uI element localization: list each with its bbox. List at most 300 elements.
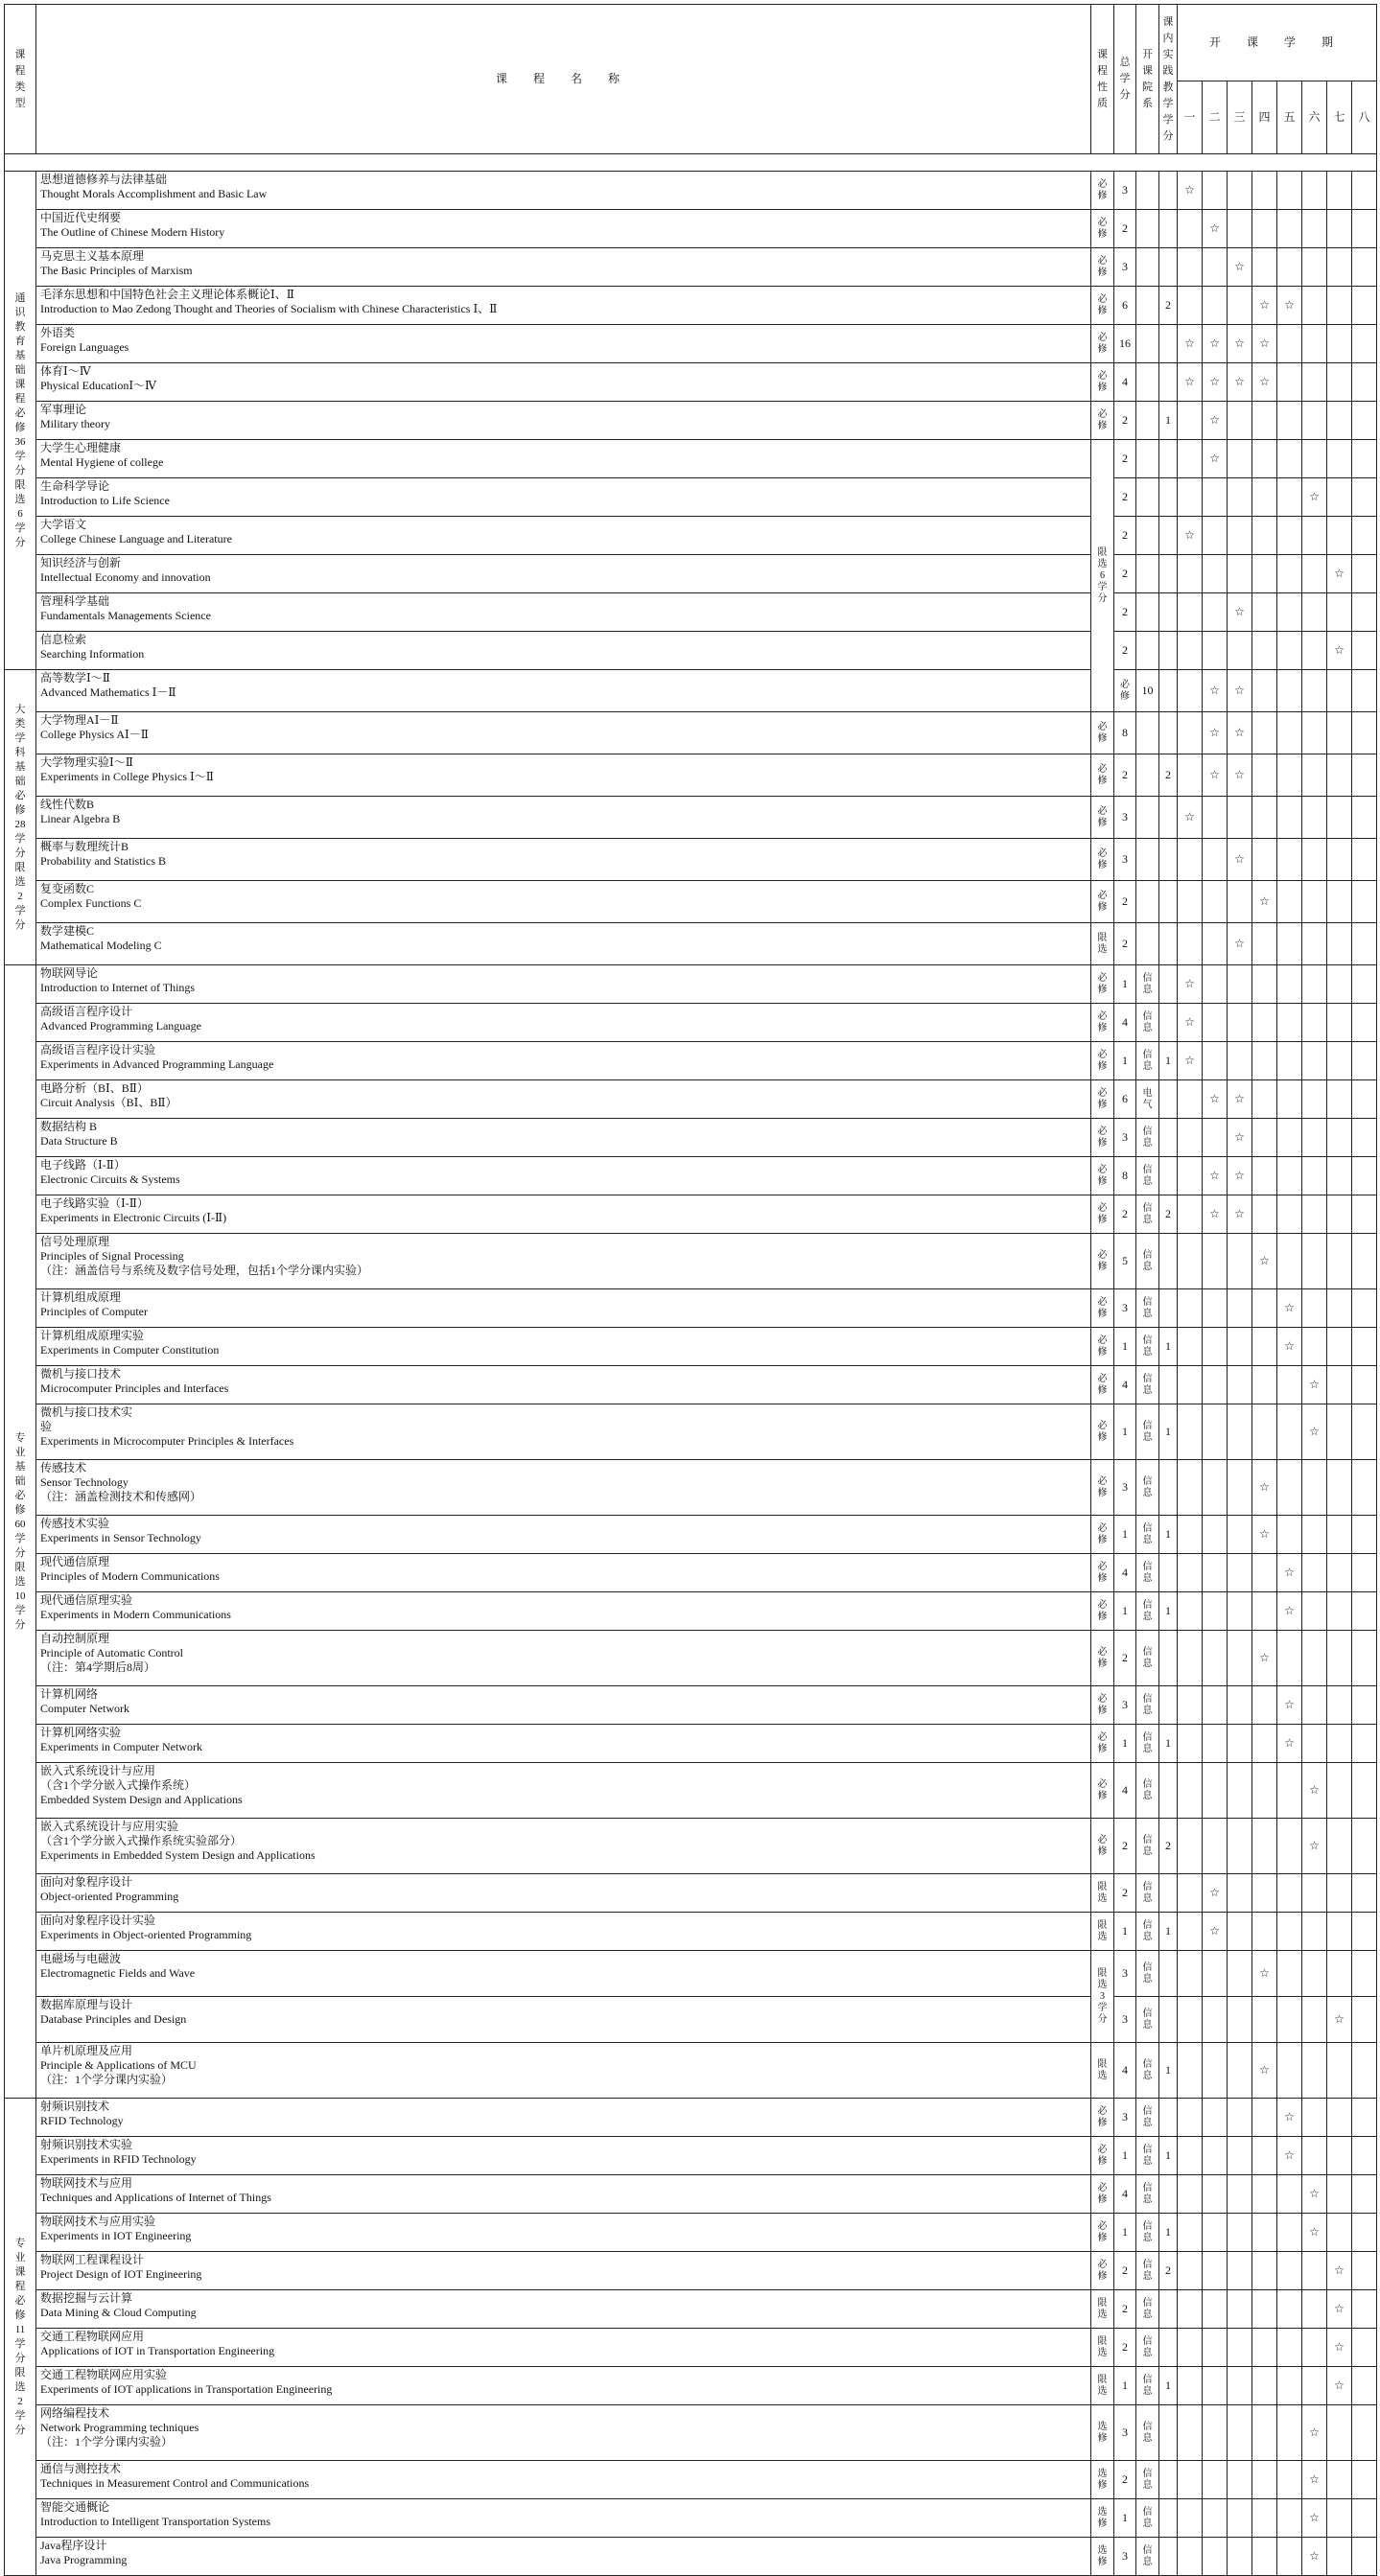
semester-3-cell: [1228, 1080, 1252, 1119]
course-name-line: Sensor Technology: [40, 1475, 129, 1489]
semester-4-cell: [1252, 2499, 1277, 2538]
semester-4-cell: [1252, 754, 1277, 797]
semester-4-cell: [1252, 1631, 1277, 1686]
semester-8-cell: [1352, 555, 1377, 593]
course-dept: 信息: [1142, 1693, 1153, 1716]
semester-5-cell: [1277, 1516, 1302, 1554]
course-dept: 信息: [1142, 2007, 1153, 2031]
course-dept-cell: [1136, 2405, 1159, 2461]
course-lab-credits: [1159, 555, 1178, 593]
semester-1-cell: [1178, 1234, 1203, 1289]
semester-2-cell: [1203, 754, 1228, 797]
course-name-zh: 思想道德修养与法律基础: [40, 173, 168, 186]
course-name-line: Data Structure B: [40, 1134, 118, 1148]
course-dept-cell: [1136, 1404, 1159, 1460]
header-semester-5: 五: [1277, 81, 1302, 154]
header-credits: 总学分: [1114, 5, 1136, 154]
semester-2-cell: [1203, 2214, 1228, 2252]
semester-8-cell: [1352, 1460, 1377, 1516]
star-icon: ☆: [1209, 1886, 1220, 1899]
semester-3-cell: [1228, 2290, 1252, 2329]
course-dept: 信息: [1142, 1919, 1153, 1942]
course-nature: 必修: [1097, 721, 1108, 744]
semester-4-cell: [1252, 1328, 1277, 1366]
semester-1-cell: [1178, 1004, 1203, 1042]
course-nature: 必修: [1097, 2220, 1108, 2243]
semester-4-cell: [1252, 2175, 1277, 2214]
course-row: [5, 2043, 1377, 2099]
course-credits: 2: [1114, 2290, 1136, 2329]
semester-3-cell: [1228, 1516, 1252, 1554]
semester-4-cell: [1252, 248, 1277, 287]
semester-6-cell: [1302, 2099, 1327, 2137]
course-nature: 必修: [1097, 1202, 1108, 1225]
course-dept-cell: [1136, 248, 1159, 287]
semester-1-cell: [1178, 965, 1203, 1004]
course-name-cell: [36, 2329, 1091, 2367]
course-nature-cell: [1091, 2099, 1114, 2137]
course-nature-cell: [1091, 2499, 1114, 2538]
course-name-cell: [36, 881, 1091, 923]
semester-4-cell: [1252, 2461, 1277, 2499]
course-name-zh: 生命科学导论: [40, 479, 110, 493]
semester-4-cell: [1252, 593, 1277, 632]
semester-7-cell: [1327, 1997, 1352, 2043]
star-icon: ☆: [1309, 1378, 1320, 1391]
course-name-line: Experiments in Computer Constitution: [40, 1343, 220, 1357]
star-icon: ☆: [1309, 2472, 1320, 2486]
semester-8-cell: [1352, 2099, 1377, 2137]
course-credits: 5: [1114, 1234, 1136, 1289]
semester-5-cell: [1277, 2214, 1302, 2252]
semester-1-cell: [1178, 632, 1203, 670]
course-name-zh: 网络编程技术: [40, 2406, 110, 2420]
course-name-zh: 电磁场与电磁波: [40, 1952, 122, 1965]
course-row: [5, 1234, 1377, 1289]
course-name-cell: [36, 797, 1091, 839]
course-nature-cell: [1091, 965, 1114, 1004]
course-credits: 2: [1114, 1631, 1136, 1686]
course-lab-credits: [1159, 2290, 1178, 2329]
course-nature-cell: [1091, 2367, 1114, 2405]
course-name-cell: [36, 2252, 1091, 2290]
course-row: [5, 1913, 1377, 1951]
star-icon: ☆: [1184, 977, 1195, 990]
course-name-line: Searching Information: [40, 647, 145, 661]
semester-4-cell: [1252, 1819, 1277, 1874]
semester-2-cell: [1203, 1516, 1228, 1554]
semester-6-cell: [1302, 2538, 1327, 2576]
semester-7-cell: [1327, 2405, 1352, 2461]
course-dept-cell: [1136, 1819, 1159, 1874]
semester-2-cell: [1203, 1195, 1228, 1234]
semester-5-cell: [1277, 1366, 1302, 1404]
course-credits: 2: [1114, 923, 1136, 965]
course-credits: 3: [1114, 1686, 1136, 1725]
course-lab-credits: 1: [1159, 1592, 1178, 1631]
semester-4-cell: [1252, 712, 1277, 754]
semester-8-cell: [1352, 363, 1377, 402]
course-name-zh: 电路分析（BⅠ、BⅡ）: [40, 1081, 149, 1095]
semester-5-cell: [1277, 754, 1302, 797]
course-name-cell: [36, 2538, 1091, 2576]
course-name-zh: 嵌入式系统设计与应用: [40, 1764, 156, 1777]
semester-6-cell: [1302, 517, 1327, 555]
semester-7-cell: [1327, 2367, 1352, 2405]
semester-1-cell: [1178, 1289, 1203, 1328]
course-nature-cell: [1091, 1460, 1114, 1516]
course-lab-credits: 2: [1159, 287, 1178, 325]
course-name-zh: 交通工程物联网应用实验: [40, 2368, 168, 2381]
semester-1-cell: [1178, 1080, 1203, 1119]
semester-8-cell: [1352, 2175, 1377, 2214]
category-cell: [5, 172, 36, 670]
semester-1-cell: [1178, 1763, 1203, 1819]
course-lab-credits: [1178, 670, 1203, 712]
semester-7-cell: [1327, 2252, 1352, 2290]
semester-2-cell: [1203, 517, 1228, 555]
course-name-zh: 管理科学基础: [40, 594, 110, 608]
semester-4-cell: [1252, 1913, 1277, 1951]
semester-2-cell: [1203, 2461, 1228, 2499]
course-dept: 信息: [1142, 2544, 1153, 2567]
course-name-line: Database Principles and Design: [40, 2012, 187, 2026]
semester-2-cell: [1203, 1725, 1228, 1763]
semester-6-cell: [1302, 363, 1327, 402]
course-credits: 2: [1114, 1874, 1136, 1913]
semester-2-cell: [1203, 402, 1228, 440]
course-row: [5, 1119, 1377, 1157]
course-nature: 必修: [1097, 293, 1108, 316]
semester-2-cell: [1203, 1763, 1228, 1819]
semester-3-cell: [1228, 1004, 1252, 1042]
semester-3-cell: [1228, 1997, 1252, 2043]
course-row: [5, 1819, 1377, 1874]
star-icon: ☆: [1209, 413, 1220, 427]
course-name-line: Computer Network: [40, 1702, 129, 1715]
semester-4-cell: [1252, 1157, 1277, 1195]
course-name-zh: 嵌入式系统设计与应用实验: [40, 1820, 179, 1833]
semester-5-cell: [1277, 2252, 1302, 2290]
semester-2-cell: [1203, 555, 1228, 593]
star-icon: ☆: [1334, 2340, 1345, 2354]
semester-1-cell: [1178, 248, 1203, 287]
course-credits: 2: [1114, 517, 1136, 555]
semester-3-cell: [1228, 517, 1252, 555]
course-name-zh: 高级语言程序设计: [40, 1005, 133, 1018]
course-name-cell: [36, 632, 1091, 670]
semester-3-cell: [1228, 402, 1252, 440]
semester-4-cell: [1252, 287, 1277, 325]
semester-8-cell: [1352, 287, 1377, 325]
course-dept-cell: [1136, 2252, 1159, 2290]
semester-8-cell: [1352, 2137, 1377, 2175]
course-nature-cell: [1091, 1404, 1114, 1460]
semester-6-cell: [1302, 1404, 1327, 1460]
course-dept-cell: [1136, 1554, 1159, 1592]
semester-3-cell: [1228, 2499, 1252, 2538]
semester-2-cell: [1203, 2329, 1228, 2367]
semester-7-cell: [1327, 2499, 1352, 2538]
course-name-cell: [36, 1157, 1091, 1195]
course-name-line: Experiments in Sensor Technology: [40, 1531, 201, 1544]
semester-7-cell: [1327, 1516, 1352, 1554]
semester-8-cell: [1352, 517, 1377, 555]
course-dept: 信息: [1142, 2220, 1153, 2243]
course-nature-cell: [1091, 1289, 1114, 1328]
star-icon: ☆: [1334, 643, 1345, 657]
course-name-zh: 概率与数理统计B: [40, 840, 129, 853]
semester-5-cell: [1277, 210, 1302, 248]
course-dept: 信息: [1142, 2182, 1153, 2205]
course-row: [5, 1195, 1377, 1234]
star-icon: ☆: [1259, 298, 1270, 312]
semester-4-cell: [1252, 1874, 1277, 1913]
semester-3-cell: [1228, 2175, 1252, 2214]
semester-8-cell: [1352, 402, 1377, 440]
semester-3-cell: [1228, 287, 1252, 325]
semester-3-cell: [1228, 1289, 1252, 1328]
semester-4-cell: [1252, 632, 1277, 670]
course-row: [5, 1157, 1377, 1195]
course-dept: 信息: [1142, 1522, 1153, 1545]
semester-7-cell: [1327, 593, 1352, 632]
course-row: [5, 881, 1377, 923]
course-name-line: Experiments in RFID Technology: [40, 2152, 197, 2166]
star-icon: ☆: [1234, 375, 1245, 388]
semester-1-cell: [1178, 593, 1203, 632]
semester-7-cell: [1327, 2538, 1352, 2576]
star-icon: ☆: [1284, 298, 1295, 312]
course-dept: 信息: [1142, 1561, 1153, 1584]
course-nature: 必修: [1120, 679, 1130, 702]
semester-8-cell: [1352, 2290, 1377, 2329]
course-dept-cell: [1136, 2137, 1159, 2175]
semester-1-cell: [1178, 2499, 1203, 2538]
course-nature-cell: [1091, 363, 1114, 402]
course-nature: 必修: [1097, 2259, 1108, 2282]
semester-1-cell: [1178, 325, 1203, 363]
course-nature-cell: [1091, 1819, 1114, 1874]
semester-2-cell: [1203, 363, 1228, 402]
course-credits: 3: [1114, 797, 1136, 839]
course-credits: 3: [1114, 1997, 1136, 2043]
semester-1-cell: [1178, 440, 1203, 478]
course-name-cell: [36, 2367, 1091, 2405]
course-dept-cell: [1136, 1997, 1159, 2043]
semester-3-cell: [1228, 754, 1252, 797]
course-row: [5, 440, 1377, 478]
course-name-cell: [36, 2175, 1091, 2214]
course-name-line: Object-oriented Programming: [40, 1890, 179, 1903]
semester-7-cell: [1327, 2214, 1352, 2252]
course-nature-cell: [1091, 2461, 1114, 2499]
course-nature-cell: [1091, 1366, 1114, 1404]
course-nature-cell: [1091, 1042, 1114, 1080]
semester-2-cell: [1203, 478, 1228, 517]
course-nature: 必修: [1097, 847, 1108, 870]
star-icon: ☆: [1259, 1527, 1270, 1541]
star-icon: ☆: [1209, 1169, 1220, 1182]
course-credits: 3: [1114, 2538, 1136, 2576]
course-name-cell: [36, 1819, 1091, 1874]
star-icon: ☆: [1234, 1169, 1245, 1182]
semester-7-cell: [1327, 2290, 1352, 2329]
course-name-line: （含1个学分嵌入式操作系统实验部分）: [40, 1834, 243, 1847]
course-name-zh: 交通工程物联网应用: [40, 2330, 145, 2343]
semester-6-cell: [1302, 1328, 1327, 1366]
semester-4-cell: [1252, 1366, 1277, 1404]
course-nature-cell: [1091, 797, 1114, 839]
semester-5-cell: [1277, 363, 1302, 402]
semester-2-cell: [1203, 1328, 1228, 1366]
semester-4-cell: [1252, 1080, 1277, 1119]
star-icon: ☆: [1234, 937, 1245, 950]
star-icon: ☆: [1234, 852, 1245, 866]
semester-1-cell: [1178, 1592, 1203, 1631]
star-icon: ☆: [1234, 337, 1245, 350]
semester-5-cell: [1277, 965, 1302, 1004]
course-name-zh: 面向对象程序设计实验: [40, 1914, 156, 1927]
course-name-line: （注：1个学分课内实验）: [40, 2073, 174, 2086]
semester-8-cell: [1352, 1157, 1377, 1195]
semester-2-cell: [1203, 1366, 1228, 1404]
course-lab-credits: [1159, 172, 1178, 210]
course-nature-cell: [1091, 2405, 1114, 2461]
semester-4-cell: [1252, 1460, 1277, 1516]
course-nature-cell: [1091, 1874, 1114, 1913]
course-nature: 必修: [1097, 890, 1108, 913]
semester-6-cell: [1302, 1874, 1327, 1913]
semester-1-cell: [1178, 2043, 1203, 2099]
course-name-cell: [36, 1951, 1091, 1997]
semester-5-cell: [1277, 1195, 1302, 1234]
semester-1-cell: [1178, 1195, 1203, 1234]
course-dept-cell: [1136, 363, 1159, 402]
course-nature: 限选: [1097, 2335, 1108, 2358]
course-row: [5, 632, 1377, 670]
course-name-zh: 线性代数B: [40, 798, 95, 811]
semester-6-cell: [1302, 1366, 1327, 1404]
course-nature: 必修: [1097, 1087, 1108, 1110]
course-lab-credits: [1159, 2461, 1178, 2499]
semester-8-cell: [1352, 1328, 1377, 1366]
star-icon: ☆: [1259, 1254, 1270, 1267]
semester-1-cell: [1178, 2367, 1203, 2405]
semester-7-cell: [1327, 754, 1352, 797]
course-name-line: Introduction to Internet of Things: [40, 981, 196, 994]
course-lab-credits: [1159, 1763, 1178, 1819]
semester-8-cell: [1352, 1195, 1377, 1234]
course-lab-credits: [1159, 2099, 1178, 2137]
course-name-cell: [36, 923, 1091, 965]
semester-7-cell: [1327, 1195, 1352, 1234]
course-name-zh: 计算机组成原理: [40, 1290, 122, 1304]
course-dept: 信息: [1142, 2335, 1153, 2358]
course-credits: 2: [1114, 593, 1136, 632]
semester-3-cell: [1228, 248, 1252, 287]
semester-4-cell: [1252, 363, 1277, 402]
semester-3-cell: [1228, 2099, 1252, 2137]
course-nature: 必修: [1097, 1164, 1108, 1187]
course-name-cell: [36, 1997, 1091, 2043]
semester-7-cell: [1327, 632, 1352, 670]
course-lab-credits: 2: [1159, 1195, 1178, 1234]
course-lab-credits: 1: [1159, 1725, 1178, 1763]
course-name-line: Principle of Automatic Control: [40, 1646, 183, 1659]
course-dept: 信息: [1142, 1373, 1153, 1396]
course-nature-cell: [1091, 2175, 1114, 2214]
semester-6-cell: [1302, 2214, 1327, 2252]
semester-3-cell: [1228, 2367, 1252, 2405]
course-credits: 3: [1114, 1951, 1136, 1997]
course-lab-credits: 1: [1159, 2137, 1178, 2175]
star-icon: ☆: [1209, 375, 1220, 388]
semester-7-cell: [1327, 1554, 1352, 1592]
star-icon: ☆: [1334, 2379, 1345, 2392]
course-name-cell: [36, 1004, 1091, 1042]
course-nature-cell: [1091, 1725, 1114, 1763]
semester-3-cell: [1228, 2252, 1252, 2290]
semester-8-cell: [1352, 210, 1377, 248]
course-lab-credits: [1159, 1366, 1178, 1404]
semester-4-cell: [1252, 2538, 1277, 2576]
semester-4-cell: [1252, 2329, 1277, 2367]
semester-2-cell: [1203, 1234, 1228, 1289]
course-row: [5, 754, 1377, 797]
semester-7-cell: [1327, 1725, 1352, 1763]
course-lab-credits: [1159, 1234, 1178, 1289]
course-row: [5, 478, 1377, 517]
semester-4-cell: [1252, 402, 1277, 440]
course-name-cell: [36, 1725, 1091, 1763]
course-name-line: Microcomputer Principles and Interfaces: [40, 1381, 229, 1395]
semester-7-cell: [1327, 440, 1352, 478]
semester-8-cell: [1352, 1080, 1377, 1119]
semester-3-cell: [1228, 555, 1252, 593]
semester-2-cell: [1203, 2137, 1228, 2175]
course-lab-credits: [1159, 248, 1178, 287]
course-dept-cell: [1136, 1460, 1159, 1516]
course-dept-cell: [1136, 2329, 1159, 2367]
course-nature: 必修: [1097, 178, 1108, 201]
course-row: [5, 1042, 1377, 1080]
semester-5-cell: [1277, 712, 1302, 754]
semester-5-cell: [1277, 1004, 1302, 1042]
semester-8-cell: [1352, 1686, 1377, 1725]
course-nature: 必修: [1097, 1420, 1108, 1443]
course-name-zh: 射频识别技术: [40, 2100, 110, 2113]
semester-2-cell: [1203, 440, 1228, 478]
course-nature-cell: [1114, 670, 1136, 712]
semester-7-cell: [1327, 1119, 1352, 1157]
course-name-zh: 马克思主义基本原理: [40, 249, 145, 263]
semester-6-cell: [1302, 881, 1327, 923]
course-credits: 2: [1114, 632, 1136, 670]
course-lab-credits: [1159, 881, 1178, 923]
semester-1-cell: [1178, 1686, 1203, 1725]
course-credits: 1: [1114, 2137, 1136, 2175]
course-name-cell: [36, 1592, 1091, 1631]
semester-6-cell: [1302, 712, 1327, 754]
semester-6-cell: [1302, 1997, 1327, 2043]
semester-8-cell: [1352, 965, 1377, 1004]
course-row: [5, 2461, 1377, 2499]
semester-1-cell: [1178, 1404, 1203, 1460]
semester-2-cell: [1203, 839, 1228, 881]
course-row: [5, 670, 1377, 712]
semester-8-cell: [1352, 881, 1377, 923]
